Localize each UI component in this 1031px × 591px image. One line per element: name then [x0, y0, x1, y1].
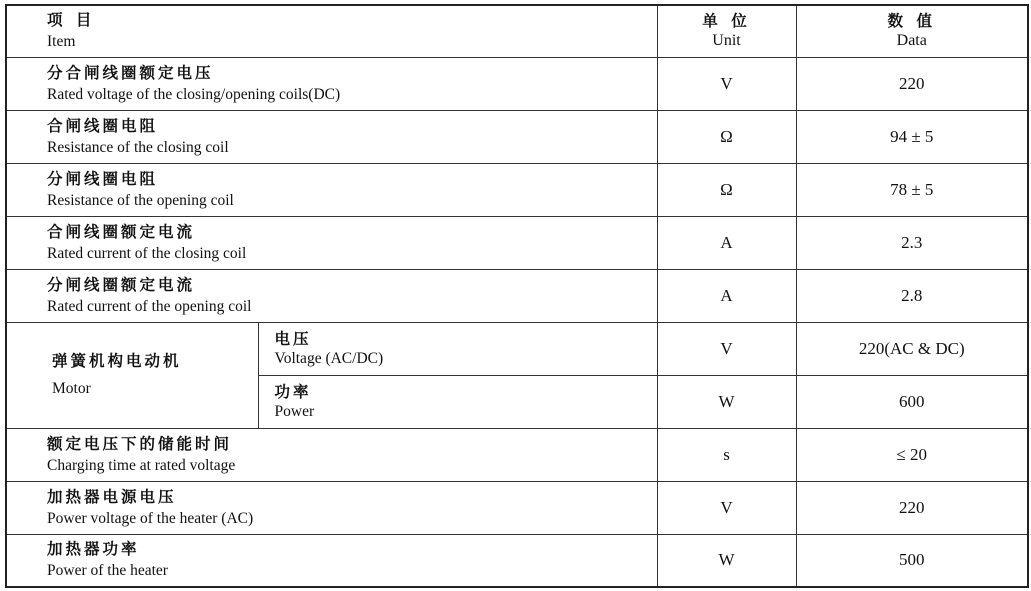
item-en: Resistance of the closing coil — [47, 138, 229, 156]
value-cell: 220(AC & DC) — [796, 322, 1028, 375]
item-cell — [6, 534, 657, 587]
value-cell: 2.8 — [796, 269, 1028, 322]
item-cn: 合闸线圈额定电流 — [47, 222, 196, 241]
value-cell: 78 ± 5 — [796, 163, 1028, 216]
item-cn: 加热器功率 — [47, 540, 140, 559]
item-en: Resistance of the opening coil — [47, 191, 234, 209]
motor-sub-cn: 功率 — [274, 382, 312, 401]
item-en: Rated voltage of the closing/opening coils(DC) — [47, 85, 341, 103]
item-en: Power voltage of the heater (AC) — [47, 509, 254, 527]
motor-sub-en: Voltage (AC/DC) — [274, 349, 384, 367]
motor-sub-cell — [258, 375, 657, 428]
value-cell: 600 — [796, 375, 1028, 428]
header-row — [6, 5, 1028, 57]
item-en: Power of the heater — [47, 562, 168, 580]
item-cell — [6, 428, 657, 481]
item-cn: 分合闸线圈额定电压 — [47, 63, 214, 82]
item-cell — [6, 57, 657, 110]
motor-cn: 弹簧机构电动机 — [52, 352, 182, 370]
motor-sub-cn: 电压 — [274, 329, 312, 348]
table-row — [6, 110, 1028, 163]
item-cell — [6, 110, 657, 163]
motor-cell — [6, 322, 258, 428]
value-cell: 220 — [796, 57, 1028, 110]
table-row-motor-voltage — [6, 322, 1028, 375]
table-row — [6, 481, 1028, 534]
unit-cell: A — [657, 216, 796, 269]
unit-cell: A — [657, 269, 796, 322]
header-data-en: Data — [896, 31, 927, 49]
header-unit — [657, 5, 796, 57]
motor-sub-cell — [258, 322, 657, 375]
value-cell: ≤ 20 — [796, 428, 1028, 481]
item-cn: 分闸线圈额定电流 — [47, 275, 196, 294]
item-cn: 合闸线圈电阻 — [47, 116, 159, 135]
header-unit-cn: 单 位 — [702, 11, 751, 30]
table-row — [6, 269, 1028, 322]
header-item — [6, 5, 657, 57]
item-en: Charging time at rated voltage — [47, 456, 236, 474]
spec-table — [5, 4, 1029, 588]
unit-cell: Ω — [657, 163, 796, 216]
table-row — [6, 428, 1028, 481]
value-cell: 2.3 — [796, 216, 1028, 269]
unit-cell: V — [657, 481, 796, 534]
motor-en: Motor — [52, 380, 91, 397]
header-data-cn: 数 值 — [887, 11, 936, 30]
item-cell — [6, 481, 657, 534]
item-cn: 加热器电源电压 — [47, 487, 177, 506]
table-row — [6, 57, 1028, 110]
header-item-cn: 项 目 — [47, 11, 96, 30]
unit-cell: W — [657, 375, 796, 428]
value-cell: 500 — [796, 534, 1028, 587]
table-row — [6, 534, 1028, 587]
unit-cell: W — [657, 534, 796, 587]
header-unit-en: Unit — [712, 31, 741, 49]
item-cn: 分闸线圈电阻 — [47, 169, 159, 188]
unit-cell: Ω — [657, 110, 796, 163]
item-en: Rated current of the closing coil — [47, 244, 247, 262]
unit-cell: s — [657, 428, 796, 481]
item-cell — [6, 163, 657, 216]
item-cell — [6, 269, 657, 322]
table-row — [6, 163, 1028, 216]
value-cell: 220 — [796, 481, 1028, 534]
unit-cell: V — [657, 57, 796, 110]
motor-sub-en: Power — [274, 402, 315, 420]
unit-cell: V — [657, 322, 796, 375]
item-cn: 额定电压下的储能时间 — [47, 434, 233, 453]
header-data — [796, 5, 1028, 57]
item-cell — [6, 216, 657, 269]
table-row — [6, 216, 1028, 269]
header-item-en: Item — [47, 33, 76, 51]
value-cell: 94 ± 5 — [796, 110, 1028, 163]
item-en: Rated current of the opening coil — [47, 297, 252, 315]
